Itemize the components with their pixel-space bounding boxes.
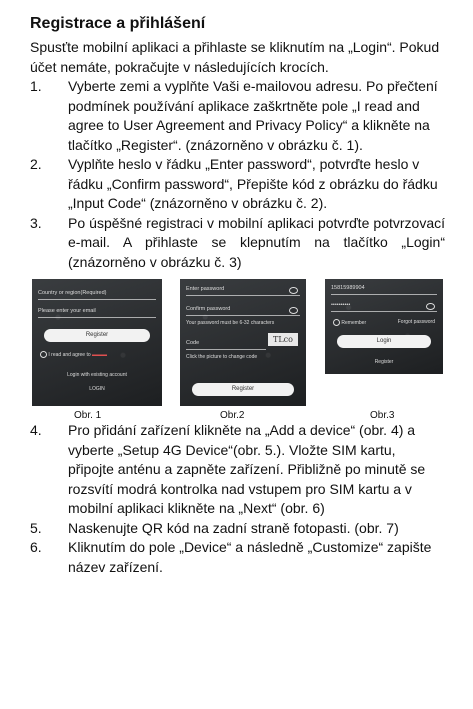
step-number: 2. (30, 156, 42, 172)
section-title: Registrace a přihlášení (30, 15, 206, 32)
step-text: Vyberte zemi a vyplňte Vaši e-mailovou adresu. Po přečtení podmínek používání aplikace zaškrtněte pole „I read and agree to User Agreement and Privacy Policy“ a klikněte na tlačítko „Register“. (znázorněno v obrázku č. 1). (68, 78, 438, 153)
figure-caption-3: Obr.3 (370, 410, 395, 421)
register-button: Register (192, 383, 294, 396)
captcha-image: TLco (268, 333, 298, 346)
agreement-link-mark: ▬▬▬ (92, 351, 108, 358)
steps-list (30, 77, 445, 272)
login-text: LOGIN (89, 386, 105, 392)
steps-list-continued (30, 421, 445, 577)
radio-icon (333, 319, 340, 326)
enter-password-field: Enter password (186, 283, 300, 296)
login-existing-text: Login with existing account (67, 372, 127, 378)
figure-caption-2: Obr.2 (220, 410, 245, 421)
remember-text: Remember (341, 319, 367, 326)
step-number: 1. (30, 78, 42, 94)
confirm-password-field: Confirm password (186, 303, 300, 316)
screenshots-row (30, 279, 445, 421)
step-text: Pro přidání zařízení klikněte na „Add a device“ (obr. 4) a vyberte „Setup 4G Device“(obr. 5.). Vložte SIM kartu, připojte anténu a zapněte zařízení. Přibližně po minutě se rozsvítí modrá kontrolka nad vstupem pro SIM kartu a v mobilní aplikaci klikněte na „Next“ (obr. 6) (68, 422, 426, 516)
step-text: Po úspěšné registraci v mobilní aplikaci potvrďte potvrzovací e-mail. A přihlaste se klepnutím na tlačítko „Login“ (znázorněno v obrázku č. 3) (68, 214, 445, 270)
country-field: Country or region(Required) (38, 287, 156, 300)
change-code-text: Click the picture to change code (186, 354, 258, 360)
step-text: Naskenujte QR kód na zadní straně fotopasti. (obr. 7) (68, 519, 399, 536)
step-item (30, 538, 445, 577)
register-button: Register (44, 329, 150, 342)
remember-label (333, 319, 366, 326)
step-item (30, 214, 445, 273)
step-number: 3. (30, 214, 42, 231)
account-field: 15815989904 (331, 282, 437, 295)
step-number: 4. (30, 422, 42, 438)
step-item (30, 155, 445, 214)
intro-text: Spusťte mobilní aplikaci a přihlaste se kliknutím na „Login“. Pokud účet nemáte, pokračujte v následujících krocích. (30, 39, 440, 75)
step-text: Kliknutím do pole „Device“ a následně „Customize“ zapište název zařízení. (68, 539, 432, 575)
eye-icon (289, 287, 298, 294)
screenshot-password (180, 279, 306, 406)
step-number: 6. (30, 539, 42, 555)
forgot-password-text: Forgot password (397, 319, 435, 325)
step-item (30, 421, 445, 519)
agree-checkbox-label (40, 351, 107, 358)
login-button: Login (337, 335, 431, 348)
step-number: 5. (30, 519, 42, 536)
code-field: Code (186, 337, 266, 350)
eye-icon (426, 303, 435, 310)
screenshot-registration (32, 279, 162, 406)
agree-text: I read and agree to (48, 351, 91, 358)
password-field: •••••••••• (331, 299, 437, 312)
email-field: Please enter your email (38, 305, 156, 318)
manual-page (30, 14, 445, 577)
screenshot-login (325, 279, 443, 374)
register-text: Register (374, 359, 394, 365)
eye-icon (289, 307, 298, 314)
step-item (30, 77, 445, 155)
figure-caption-1: Obr. 1 (74, 410, 102, 421)
password-hint: Your password must be 6-32 characters (186, 320, 275, 326)
checkbox-icon (40, 351, 47, 358)
step-text: Vyplňte heslo v řádku „Enter password“, potvrďte heslo v řádku „Confirm password“, Přepište kód z obrázku do řádku „Input Code“ (znázorněno v obrázku č. 2). (68, 156, 438, 211)
step-item (30, 519, 445, 539)
